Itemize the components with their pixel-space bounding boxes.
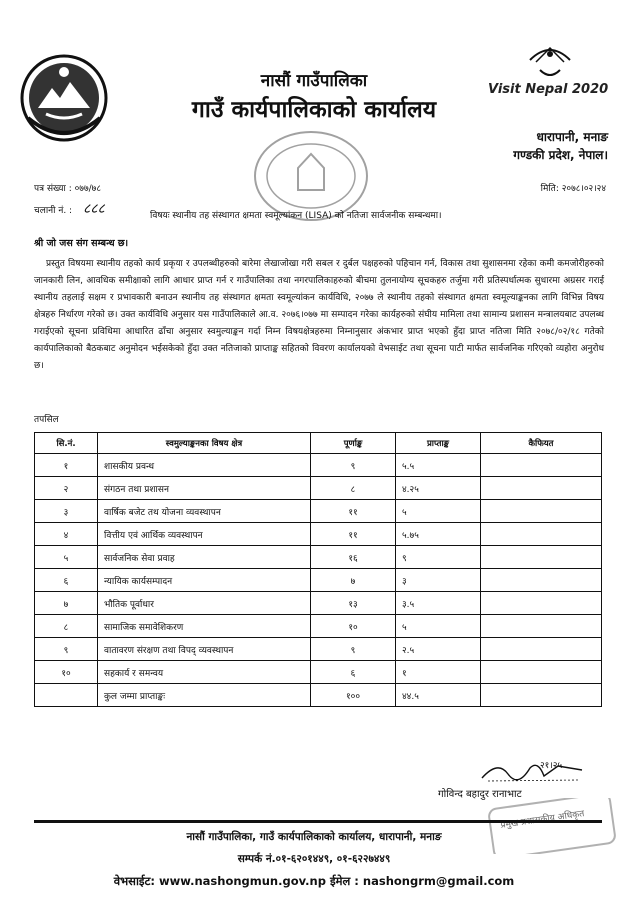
table-row [35, 523, 602, 546]
total-label: कुल जम्मा प्राप्ताङ्कः [98, 684, 311, 707]
row-full: ९ [311, 638, 396, 661]
row-sn: ८ [35, 615, 98, 638]
row-full: ११ [311, 523, 396, 546]
row-remark [481, 477, 602, 500]
row-full: १६ [311, 546, 396, 569]
table-row [35, 661, 602, 684]
row-sn: २ [35, 477, 98, 500]
body-paragraph: प्रस्तुत विषयमा स्थानीय तहको कार्य प्रकृया र उपलब्धीहरुको बारेमा लेखाजोखा गरी सबल र दुर्बल पक्षहरुको पहिचान गर्न, विकास तथा सुशासनमा रहेका कमी कमजोरीहरुको जानकारी लिन, आवधिक समीक्षाको लागि आधार प्राप्त गर्न र गाउँपालिका तथा नगरपालिकाहरुको बीचमा तुलनायोग्य सूचकहरु तर्जुमा गरी प्रतिस्पर्धात्मक सुधारमा अग्रसर गराई स्थानीय तहलाई सक्षम र प्रभावकारी बनाउन स्थानीय तह संस्थागत क्षमता स्वमूल्यांकन कार्यविधि, २०७७ ले स्थानीय तहको संस्थागत क्षमता स्वमूल्याङ्कनका लागि विभिन्न विषय क्षेत्रहरु निर्धारण गरेको छ। उक्त कार्यविधि अनुसार यस गाउँपालिकाले आ.व. २०७६।०७७ मा सम्पादन गरेका कार्यहरुको संघीय मामिला तथा सामान्य प्रशासन मन्त्रालयबाट उपलब्ध गराईएको सूचना प्रविधिमा आधारित ढाँचा अनुसार स्वमुल्याङ्कन गर्दा निम्न विषयक्षेत्रहरुमा निम्नानुसार अंकभार प्राप्त भएको हुँदा प्राप्त नतिजा मिति २०७८/०२/१८ गतेको कार्यपालिकाको बैठकबाट अनुमोदन भईसकेको हुँदा उक्त नतिजाको प्राप्ताङ्क सहितको विवरण कार्यालयको वेभसाईट तथा सूचना पाटी मार्फत सार्वजनिक गरिएको व्यहोरा अनुरोध छ। [34, 259, 604, 371]
visit-nepal-logo [500, 40, 600, 118]
signature [478, 756, 588, 784]
office-name: नासौं गाउँपालिका [260, 71, 368, 91]
row-remark [481, 546, 602, 569]
date-label: मिति: [540, 184, 559, 194]
visit-nepal-text: Visit Nepal 2020 [488, 82, 609, 97]
table-row [35, 477, 602, 500]
total-remark [481, 684, 602, 707]
subject-line: विषयः स्थानीय तह संस्थागत क्षमता स्वमूल्यांकन (LISA) को नतिजा सार्वजनीक सम्बन्धमा। [150, 211, 442, 221]
footer-website-email: वेभसाईट: www.nashongmun.gov.np ईमेल : nashongrm@gmail.com [113, 874, 515, 888]
row-area: न्यायिक कार्यसम्पादन [98, 569, 311, 592]
address-line-2: गण्डकी प्रदेश, नेपाल। [513, 148, 608, 162]
row-remark [481, 569, 602, 592]
row-got: ९ [396, 546, 481, 569]
row-full: ८ [311, 477, 396, 500]
patra-label: पत्र संख्या : [34, 184, 72, 194]
row-sn: ४ [35, 523, 98, 546]
col-sn: सि.नं. [35, 433, 98, 454]
row-got: ३ [396, 569, 481, 592]
row-full: ७ [311, 569, 396, 592]
tapsil-label: तपसिल [34, 415, 59, 425]
table-header-row [35, 433, 602, 454]
row-got: ५.७५ [396, 523, 481, 546]
row-area: वार्षिक बजेट तथ योजना व्यवस्थापन [98, 500, 311, 523]
row-area: वातावरण संरक्षण तथा विपद् व्यवस्थापन [98, 638, 311, 661]
footer-divider [34, 820, 602, 823]
row-sn: ७ [35, 592, 98, 615]
row-area: संगठन तथा प्रशासन [98, 477, 311, 500]
row-remark [481, 638, 602, 661]
row-got: ५ [396, 500, 481, 523]
row-full: १० [311, 615, 396, 638]
row-sn: ६ [35, 569, 98, 592]
table-row [35, 546, 602, 569]
table-row [35, 454, 602, 477]
row-remark [481, 523, 602, 546]
patra-value: ०७७/७८ [74, 184, 102, 194]
table-row [35, 638, 602, 661]
patra-sankhya [34, 181, 101, 194]
total-blank [35, 684, 98, 707]
row-full: १३ [311, 592, 396, 615]
row-sn: ५ [35, 546, 98, 569]
seal-text: प्रमुख प्रशासकीय अधिकृत [499, 809, 585, 831]
signature-date: २१।२५ [540, 761, 563, 771]
chalani-value: ८८८ [82, 201, 105, 217]
salutation: श्री जो जस संग सम्बन्ध छ। [34, 238, 129, 249]
footer-office: नासौं गाउँपालिका, गाउँ कार्यपालिकाको कार्यालय, धारापानी, मनाङ [186, 831, 442, 843]
col-full: पूर्णाङ्क [311, 433, 396, 454]
office-title: गाउँ कार्यपालिकाको कार्यालय [191, 97, 437, 123]
row-full: ११ [311, 500, 396, 523]
row-remark [481, 615, 602, 638]
row-area: भौतिक पूर्वाधार [98, 592, 311, 615]
lisa-score-table [34, 432, 602, 707]
col-remark: कैफियत [481, 433, 602, 454]
date [541, 181, 606, 194]
row-area: वित्तीय एवं आर्थिक व्यवस्थापन [98, 523, 311, 546]
total-got: ४४.५ [396, 684, 481, 707]
table-row [35, 592, 602, 615]
row-area: शासकीय प्रवन्ध [98, 454, 311, 477]
table-total-row [35, 684, 602, 707]
row-remark [481, 592, 602, 615]
row-got: १ [396, 661, 481, 684]
row-area: सार्वजनिक सेवा प्रवाह [98, 546, 311, 569]
chalani-number [34, 199, 105, 218]
row-got: २.५ [396, 638, 481, 661]
table-row [35, 615, 602, 638]
row-sn: ३ [35, 500, 98, 523]
row-remark [481, 454, 602, 477]
footer-contact: सम्पर्क नं.०१-६२०१४४९, ०१-६२२७४४९ [237, 853, 391, 865]
date-value: २०७८।०२।२४ [561, 184, 606, 194]
row-area: सहकार्य र समन्वय [98, 661, 311, 684]
col-area: स्वमुल्याङ्कनका विषय क्षेत्र [98, 433, 311, 454]
table-row [35, 500, 602, 523]
row-sn: १ [35, 454, 98, 477]
address-line-1: धारापानी, मनाङ [536, 130, 608, 144]
row-got: ५ [396, 615, 481, 638]
row-got: ३.५ [396, 592, 481, 615]
row-sn: १० [35, 661, 98, 684]
table-row [35, 569, 602, 592]
total-full: १०० [311, 684, 396, 707]
col-got: प्राप्ताङ्क [396, 433, 481, 454]
row-remark [481, 500, 602, 523]
row-sn: ९ [35, 638, 98, 661]
chalani-label: चलानी नं. : [34, 206, 73, 216]
row-got: ५.५ [396, 454, 481, 477]
row-area: सामाजिक समावेशिकरण [98, 615, 311, 638]
row-full: ९ [311, 454, 396, 477]
signatory-name: गोविन्द बहादुर रानाभाट [438, 789, 522, 800]
row-full: ६ [311, 661, 396, 684]
row-got: ४.२५ [396, 477, 481, 500]
row-remark [481, 661, 602, 684]
